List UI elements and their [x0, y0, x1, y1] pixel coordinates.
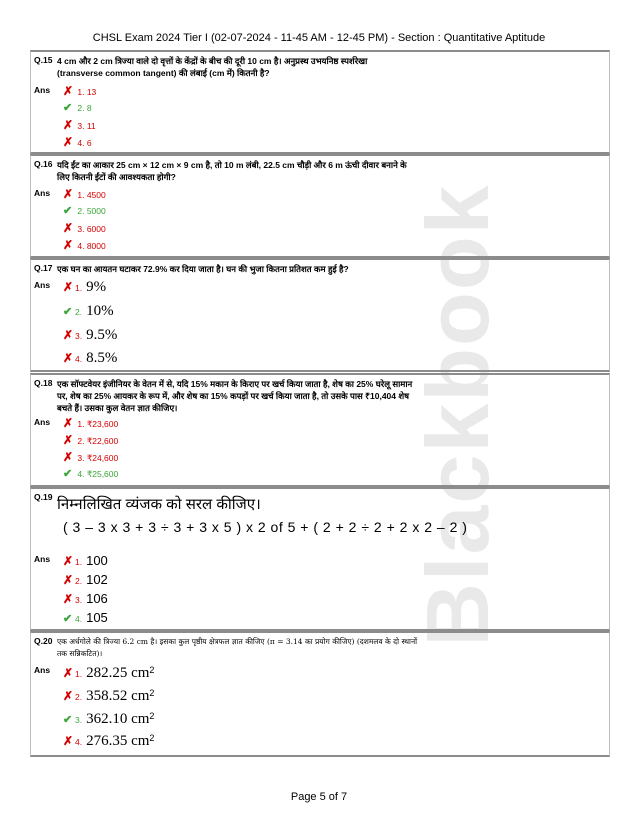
question-20	[30, 631, 610, 757]
question-text: यदि ईंट का आकार 25 cm × 12 cm × 9 cm है, तो 10 m लंबी, 22.5 cm चौड़ी और 6 m ऊंची दीवार बनाने के लिए कितनी ईंटों की आवश्यकता होगी?	[57, 160, 407, 182]
cross-icon: ✗	[63, 280, 74, 294]
question-text: 4 cm और 2 cm त्रिज्या वाले दो वृत्तों के केंद्रों के बीच की दूरी 10 cm है। अनुप्रस्थ उभयनिष्ठ स्पर्शरेखा (transverse common tangent) की लंबाई (cm में) कितनी है?	[57, 56, 368, 78]
cross-icon: ✗	[63, 84, 74, 98]
check-icon: ✔	[63, 306, 73, 318]
option-4: ✗ 4. 6	[63, 135, 92, 149]
option-4: ✗ 4. 8000	[63, 238, 106, 252]
question-15	[30, 50, 610, 154]
option-1: ✗ 1. 9%	[63, 279, 107, 295]
page-header: CHSL Exam 2024 Tier I (02-07-2024 - 11-45 AM - 12-45 PM) - Section : Quantitative Aptitude	[92, 32, 546, 44]
check-icon: ✔	[63, 613, 73, 625]
cross-icon: ✗	[63, 135, 74, 149]
cross-icon: ✗	[63, 734, 74, 748]
question-number: Q.20	[34, 636, 53, 646]
cross-icon: ✗	[63, 450, 74, 464]
cross-icon: ✗	[63, 573, 74, 587]
check-icon: ✔	[63, 102, 73, 114]
option-4: ✗ 4. 276.35 $cm^2$	[63, 733, 155, 749]
page-footer: Page 5 of 7	[290, 791, 348, 803]
ans-label: Ans	[34, 280, 51, 290]
option-3: ✔ 3. 362.10 $cm^2$	[63, 711, 155, 727]
question-number: Q.17	[34, 263, 53, 273]
question-18	[30, 373, 610, 487]
option-4: ✔ 4. 105	[63, 610, 108, 625]
option-3: ✗ 3. 9.5%	[63, 327, 118, 343]
option-1: ✗ 1. ₹23,600	[63, 416, 119, 430]
option-1: ✗ 1. 282.25 $cm^2$	[63, 665, 155, 681]
question-16	[30, 154, 610, 258]
option-2: ✗ 2. ₹22,600	[63, 433, 119, 447]
option-1: ✗ 1. 13	[63, 84, 97, 98]
ans-label: Ans	[34, 665, 51, 675]
option-2: ✗ 2. 102	[63, 572, 108, 587]
question-text: एक सॉफ्टवेयर इंजीनियर के वेतन में से, यदि 15% मकान के किराए पर खर्च किया जाता है, शेष का 25% घरेलू सामान पर, शेष का 25% आयकर के रूप में, और शेष का 15% कपड़ों पर खर्च किया जाता है, तो उसके पास ₹10,404 शेष बचते हैं। उसका कुल वेतन ज्ञात कीजिए।	[57, 379, 413, 413]
option-2: ✔ 2. 5000	[63, 205, 106, 217]
cross-icon: ✗	[63, 689, 74, 703]
option-3: ✗ 3. ₹24,600	[63, 450, 119, 464]
option-2: ✔ 2. 8	[63, 102, 92, 114]
check-icon: ✔	[63, 714, 73, 726]
question-text: एक घन का आयतन घटाकर 72.9% कर दिया जाता है। घन की भुजा कितना प्रतिशत कम हुई है?	[57, 264, 349, 274]
question-text: एक अर्धगोले की त्रिज्या 6.2 cm है। इसका कुल पृष्ठीय क्षेत्रफल ज्ञात कीजिए (π = 3.14 का प्रयोग कीजिए) (दशमलव के दो स्थानों तक सन्निकटित)।	[57, 637, 418, 658]
ans-label: Ans	[34, 188, 51, 198]
cross-icon: ✗	[63, 351, 74, 365]
check-icon: ✔	[63, 205, 73, 217]
cross-icon: ✗	[63, 666, 74, 680]
watermark-text: Blackbook	[408, 183, 507, 647]
question-number: Q.16	[34, 159, 53, 169]
cross-icon: ✗	[63, 433, 74, 447]
ans-label: Ans	[34, 417, 51, 427]
question-number: Q.15	[34, 55, 53, 65]
cross-icon: ✗	[63, 592, 74, 606]
option-1: ✗ 1. 4500	[63, 187, 106, 201]
option-2: ✗ 2. 358.52 $cm^2$	[63, 688, 155, 704]
cross-icon: ✗	[63, 328, 74, 342]
cross-icon: ✗	[63, 554, 74, 568]
cross-icon: ✗	[63, 187, 74, 201]
option-4: ✔ 4. ₹25,600	[63, 468, 119, 480]
option-3: ✗ 3. 6000	[63, 221, 106, 235]
ans-label: Ans	[34, 554, 51, 564]
question-17	[30, 258, 610, 372]
option-3: ✗ 3. 11	[63, 118, 96, 132]
question-number: Q.18	[34, 378, 53, 388]
option-1: ✗ 1. 100	[63, 553, 108, 568]
cross-icon: ✗	[63, 221, 74, 235]
question-number: Q.19	[34, 492, 53, 502]
option-2: ✔ 2. 10%	[63, 303, 114, 319]
check-icon: ✔	[63, 468, 73, 480]
cross-icon: ✗	[63, 118, 74, 132]
option-3: ✗ 3. 106	[63, 591, 108, 606]
question-text: निम्नलिखित व्यंजक को सरल कीजिए।	[57, 496, 261, 513]
question-19	[30, 487, 610, 631]
question-expression: ( 3 – 3 x 3 + 3 ÷ 3 + 3 x 5 ) x 2 of 5 + ( 2 + 2 ÷ 2 + 2 x 2 – 2 )	[63, 519, 468, 535]
option-4: ✗ 4. 8.5%	[63, 350, 118, 366]
cross-icon: ✗	[63, 238, 74, 252]
cross-icon: ✗	[63, 416, 74, 430]
ans-label: Ans	[34, 85, 51, 95]
